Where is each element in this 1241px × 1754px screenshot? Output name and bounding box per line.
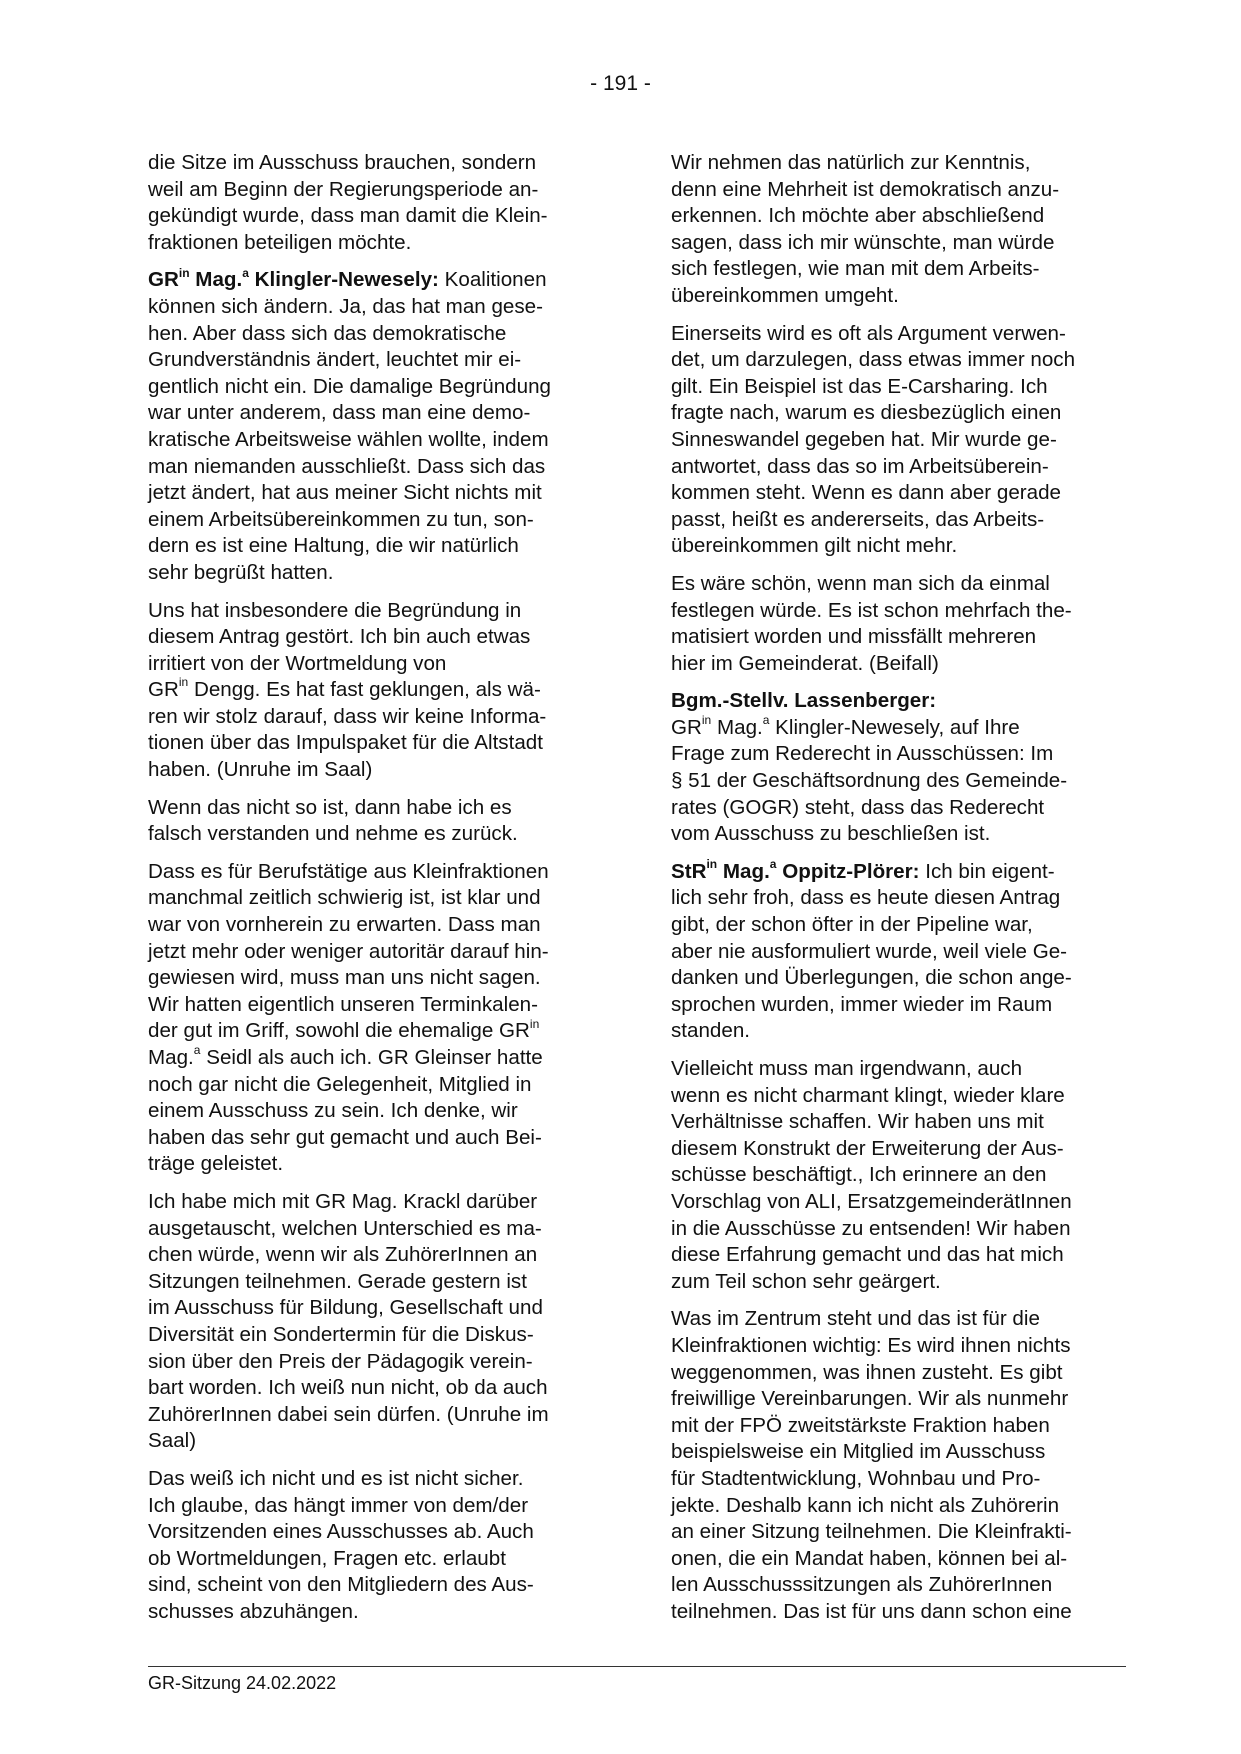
left-column: [148, 150, 594, 1636]
text-line: Verhältnisse schaffen. Wir haben uns mit: [671, 1110, 1044, 1134]
text-line: lich sehr froh, dass es heute diesen Antrag: [671, 886, 1061, 910]
paragraph: [148, 859, 594, 1178]
text-line: irritiert von der Wortmeldung von: [148, 651, 447, 675]
text-line: hen. Aber dass sich das demokratische: [148, 321, 507, 345]
text-line: Es wäre schön, wenn man sich da einmal: [671, 571, 1050, 595]
text-line: übereinkommen gilt nicht mehr.: [671, 534, 958, 558]
text-line: dern es ist eine Haltung, die wir natürlich: [148, 534, 519, 558]
text-line: Vorschlag von ALI, ErsatzgemeinderätInnen: [671, 1189, 1072, 1213]
text-line: erkennen. Ich möchte aber abschließend: [671, 204, 1045, 228]
paragraph: [671, 1056, 1117, 1295]
text-line: onen, die ein Mandat haben, können bei al-: [671, 1546, 1068, 1570]
speaker-name: Bgm.-Stellv. Lassenberger:: [671, 689, 937, 713]
speaker-title-sup: a: [242, 265, 249, 280]
text-line: Kleinfraktionen wichtig: Es wird ihnen nichts: [671, 1333, 1071, 1357]
text-line: der gut im Griff, sowohl die ehemalige GR: [148, 1019, 530, 1043]
speaker-surname: Oppitz-Plörer:: [782, 859, 920, 883]
text-line: manchmal zeitlich schwierig ist, ist klar und: [148, 886, 541, 910]
text-line: weil am Beginn der Regierungsperiode an-: [148, 177, 539, 201]
footer-divider: [148, 1666, 1126, 1667]
text-line: passt, heißt es andererseits, das Arbeits-: [671, 507, 1045, 531]
text-line: war unter anderem, dass man eine demo-: [148, 401, 531, 425]
speech-start: Koalitionen: [438, 268, 547, 292]
speaker-name: [671, 856, 920, 883]
text-line: det, um darzulegen, dass etwas immer noch: [671, 348, 1076, 372]
text-line: sagen, dass ich mir wünschte, man würde: [671, 230, 1055, 254]
text-line: Was im Zentrum steht und das ist für die: [671, 1307, 1040, 1331]
title-abbrev: Mag.: [711, 715, 763, 739]
text-line: mit der FPÖ zweitstärkste Fraktion haben: [671, 1413, 1050, 1437]
text-line: Diversität ein Sondertermin für die Diskus-: [148, 1322, 534, 1346]
text-line: antwortet, dass das so im Arbeitsüberein-: [671, 454, 1049, 478]
text-line: tionen über das Impulspaket für die Altstadt: [148, 731, 543, 755]
text-line: hier im Gemeinderat. (Beifall): [671, 651, 939, 675]
speaker-role-sup: in: [178, 265, 190, 280]
speaker-title: Mag.: [722, 859, 770, 883]
text-line: kommen steht. Wenn es dann aber gerade: [671, 481, 1061, 505]
text-line: einem Arbeitsübereinkommen zu tun, son-: [148, 507, 534, 531]
text-line: Uns hat insbesondere die Begründung in: [148, 598, 522, 622]
text-line: Ich glaube, das hängt immer von dem/der: [148, 1493, 529, 1517]
speaker-surname: Klingler-Newesely:: [254, 268, 439, 292]
text-line: war von vornherein zu erwarten. Dass man: [148, 913, 541, 937]
role-abbrev: GR: [148, 678, 179, 702]
text-line: die Sitze im Ausschuss brauchen, sondern: [148, 151, 537, 174]
superscript: in: [701, 713, 712, 728]
text-line: diesem Antrag gestört. Ich bin auch etwas: [148, 625, 531, 649]
text-line: sion über den Preis der Pädagogik verein-: [148, 1349, 533, 1373]
text-line: an einer Sitzung teilnehmen. Die Kleinfrakti-: [671, 1520, 1072, 1544]
superscript: a: [762, 713, 770, 728]
text-line: teilnehmen. Das ist für uns dann schon eine: [671, 1599, 1072, 1623]
text-line: gekündigt wurde, dass man damit die Klein-: [148, 204, 548, 228]
text-line: man niemanden ausschließt. Dass sich das: [148, 454, 546, 478]
text-line: matisiert worden und missfällt mehreren: [671, 625, 1037, 649]
text-line: gibt, der schon öfter in der Pipeline war,: [671, 913, 1033, 937]
text-line: jetzt ändert, hat aus meiner Sicht nichts mit: [148, 481, 542, 505]
paragraph: [671, 1306, 1117, 1625]
text-line: len Ausschusssitzungen als ZuhörerInnen: [671, 1573, 1053, 1597]
speech-start: Ich bin eigent-: [919, 859, 1055, 883]
text-line: Sinneswandel gegeben hat. Mir wurde ge-: [671, 427, 1057, 451]
text-line: schüsse beschäftigt., Ich erinnere an den: [671, 1163, 1047, 1187]
text-line: danken und Überlegungen, die schon ange-: [671, 966, 1072, 990]
text-line: vom Ausschuss zu beschließen ist.: [671, 822, 991, 846]
text-line: ren wir stolz darauf, dass wir keine Informa-: [148, 704, 547, 728]
text-line: sind, scheint von den Mitgliedern des Aus-: [148, 1573, 534, 1597]
text-line: einem Ausschuss zu sein. Ich denke, wir: [148, 1099, 518, 1123]
speaker-role-sup: in: [706, 856, 718, 871]
text-line: chen würde, wenn wir als ZuhörerInnen an: [148, 1243, 538, 1267]
text-line: weggenommen, was ihnen zusteht. Es gibt: [671, 1360, 1063, 1384]
text-line: fragte nach, warum es diesbezüglich einen: [671, 401, 1062, 425]
role-abbrev: GR: [671, 715, 702, 739]
text-line: rates (GOGR) steht, dass das Rederecht: [671, 795, 1045, 819]
text-line: Klingler-Newesely, auf Ihre: [769, 715, 1020, 739]
text-line: zum Teil schon sehr geärgert.: [671, 1269, 941, 1293]
speaker-role: GR: [148, 268, 179, 292]
text-line: gilt. Ein Beispiel ist das E-Carsharing. Ich: [671, 374, 1048, 398]
text-line: Das weiß ich nicht und es ist nicht sicher.: [148, 1466, 524, 1490]
superscript: a: [193, 1043, 201, 1058]
text-line: Dass es für Berufstätige aus Kleinfraktionen: [148, 859, 549, 883]
text-line: aber nie ausformuliert wurde, weil viele Ge-: [671, 939, 1068, 963]
text-line: ausgetauscht, welchen Unterschied es ma-: [148, 1216, 542, 1240]
text-line: beispielsweise ein Mitglied im Ausschuss: [671, 1440, 1046, 1464]
text-line: sich festlegen, wie man mit dem Arbeits-: [671, 257, 1040, 281]
text-line: sprochen wurden, immer wieder im Raum: [671, 992, 1053, 1016]
text-line: fraktionen beteiligen möchte.: [148, 230, 412, 254]
text-line: noch gar nicht die Gelegenheit, Mitglied in: [148, 1072, 532, 1096]
text-line: in die Ausschüsse zu entsenden! Wir haben: [671, 1216, 1071, 1240]
speaker-title: Mag.: [195, 268, 243, 292]
text-line: im Ausschuss für Bildung, Gesellschaft und: [148, 1296, 543, 1320]
text-line: Wenn das nicht so ist, dann habe ich es: [148, 795, 512, 819]
text-line: Dengg. Es hat fast geklungen, als wä-: [188, 678, 541, 702]
page-number: - 191 -: [590, 72, 651, 95]
paragraph: [148, 1189, 594, 1455]
text-line: falsch verstanden und nehme es zurück.: [148, 822, 518, 846]
footer-session-date: GR-Sitzung 24.02.2022: [148, 1673, 337, 1693]
text-line: Frage zum Rederecht in Ausschüssen: Im: [671, 742, 1054, 766]
paragraph: [671, 150, 1117, 310]
paragraph: [148, 267, 594, 586]
text-line: sehr begrüßt hatten.: [148, 560, 334, 584]
text-line: gentlich nicht ein. Die damalige Begründung: [148, 374, 551, 398]
text-line: Mag.: [148, 1046, 194, 1069]
text-line: § 51 der Geschäftsordnung des Gemeinde-: [671, 769, 1068, 793]
text-line: Saal): [148, 1429, 197, 1453]
superscript: in: [529, 1016, 540, 1031]
paragraph: [148, 598, 594, 784]
text-line: standen.: [671, 1019, 751, 1043]
paragraph: [148, 795, 594, 848]
text-line: Grundverständnis ändert, leuchtet mir ei-: [148, 348, 522, 372]
text-line: Vielleicht muss man irgendwann, auch: [671, 1057, 1023, 1080]
paragraph: [671, 688, 1117, 848]
text-line: schusses abzuhängen.: [148, 1599, 359, 1623]
text-line: jekte. Deshalb kann ich nicht als Zuhörerin: [671, 1493, 1060, 1517]
text-line: jetzt mehr oder weniger autoritär darauf hin-: [148, 939, 549, 963]
text-line: kratische Arbeitsweise wählen wollte, indem: [148, 427, 549, 451]
text-line: für Stadtentwicklung, Wohnbau und Pro-: [671, 1466, 1041, 1490]
text-line: wenn es nicht charmant klingt, wieder klare: [671, 1083, 1065, 1107]
text-line: Seidl als auch ich. GR Gleinser hatte: [200, 1046, 543, 1069]
speaker-role: StR: [671, 859, 707, 883]
text-line: festlegen würde. Es ist schon mehrfach the-: [671, 598, 1072, 622]
superscript: in: [178, 675, 189, 690]
text-line: können sich ändern. Ja, das hat man gese-: [148, 294, 543, 318]
text-line: träge geleistet.: [148, 1152, 284, 1176]
text-line: bart worden. Ich weiß nun nicht, ob da auch: [148, 1376, 548, 1400]
text-line: diese Erfahrung gemacht und das hat mich: [671, 1243, 1064, 1267]
text-line: Sitzungen teilnehmen. Gerade gestern ist: [148, 1269, 527, 1293]
right-column: [671, 150, 1117, 1636]
text-line: Einerseits wird es oft als Argument verwen-: [671, 321, 1066, 345]
text-line: Wir hatten eigentlich unseren Terminkalen-: [148, 992, 538, 1016]
paragraph: [671, 571, 1117, 677]
speaker-name: [148, 265, 439, 292]
speaker-title-sup: a: [769, 856, 777, 871]
text-line: ZuhörerInnen dabei sein dürfen. (Unruhe im: [148, 1402, 549, 1426]
text-line: ob Wortmeldungen, Fragen etc. erlaubt: [148, 1546, 506, 1570]
text-line: haben. (Unruhe im Saal): [148, 758, 373, 782]
text-line: diesem Konstrukt der Erweiterung der Aus-: [671, 1136, 1064, 1160]
paragraph: [671, 856, 1117, 1045]
text-line: Ich habe mich mit GR Mag. Krackl darüber: [148, 1189, 538, 1213]
paragraph: [148, 1466, 594, 1626]
text-line: freiwillige Vereinbarungen. Wir als nunmehr: [671, 1387, 1069, 1411]
text-line: Vorsitzenden eines Ausschusses ab. Auch: [148, 1520, 534, 1544]
paragraph: [148, 150, 594, 256]
paragraph: [671, 321, 1117, 560]
text-line: haben das sehr gut gemacht und auch Bei-: [148, 1125, 542, 1149]
text-line: Wir nehmen das natürlich zur Kenntnis,: [671, 151, 1031, 174]
text-line: übereinkommen umgeht.: [671, 283, 899, 307]
text-line: denn eine Mehrheit ist demokratisch anzu-: [671, 177, 1060, 201]
text-line: gewiesen wird, muss man uns nicht sagen.: [148, 966, 541, 990]
